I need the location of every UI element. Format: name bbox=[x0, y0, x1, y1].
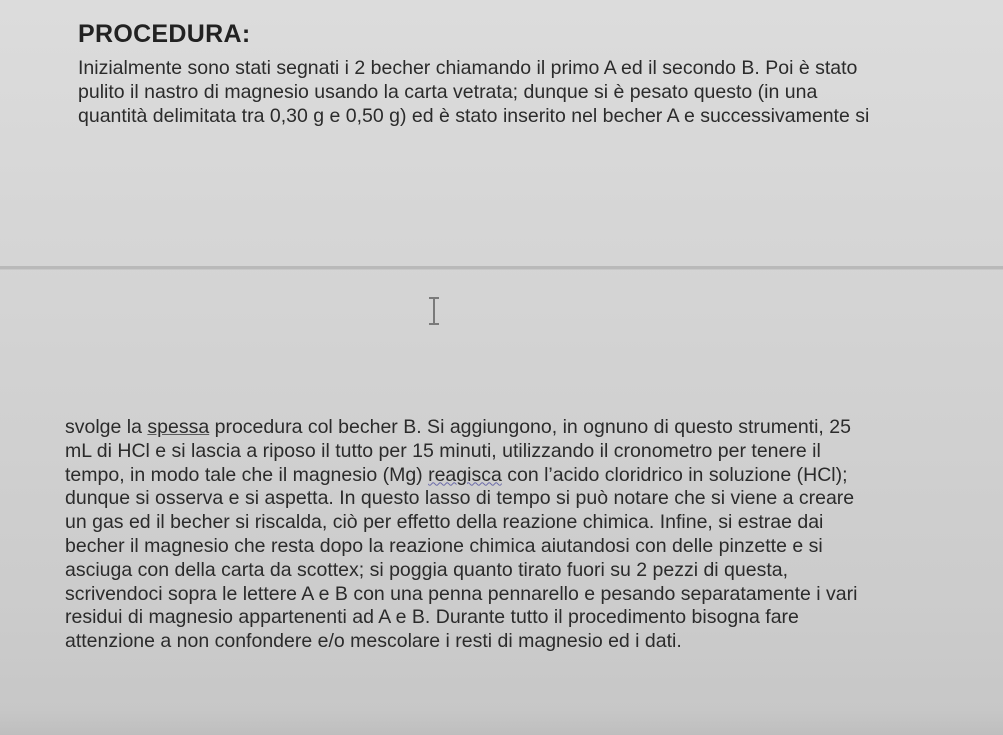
text-line: Inizialmente sono stati segnati i 2 becher chiamando il primo A ed il secondo B. Poi è stato bbox=[78, 57, 858, 79]
page-break-divider bbox=[0, 266, 1003, 270]
text-fragment: procedura col becher B. Si aggiungono, in ognuno di questo strumenti, 25 bbox=[209, 416, 851, 438]
text-line: un gas ed il becher si riscalda, ciò per effetto della reazione chimica. Infine, si estrae dai bbox=[65, 511, 824, 534]
text-line: mL di HCl e si lascia a riposo il tutto per 15 minuti, utilizzando il cronometro per tenere il bbox=[65, 439, 821, 462]
text-line: scrivendoci sopra le lettere A e B con una penna pennarello e pesando separatamente i vari bbox=[65, 582, 858, 605]
text-line bbox=[65, 464, 945, 488]
text-line bbox=[65, 416, 945, 440]
spellcheck-flagged-word[interactable]: reagisca bbox=[428, 463, 502, 486]
text-line: residui di magnesio appartenenti ad A e B. Durante tutto il procedimento bisogna fare bbox=[65, 606, 799, 629]
paragraph-page-1[interactable] bbox=[78, 56, 948, 128]
paragraph-page-2[interactable] bbox=[65, 416, 945, 654]
text-line: quantità delimitata tra 0,30 g e 0,50 g) ed è stato inserito nel becher A e successivamente si bbox=[78, 105, 870, 127]
text-line: asciuga con della carta da scottex; si poggia quanto tirato fuori su 2 pezzi di questa, bbox=[65, 558, 789, 581]
text-fragment: con l’acido cloridrico in soluzione (HCl); bbox=[501, 463, 848, 486]
text-ibeam-cursor-icon bbox=[426, 296, 442, 326]
bottom-shade bbox=[0, 709, 1003, 735]
text-line: becher il magnesio che resta dopo la reazione chimica aiutandosi con delle pinzette e si bbox=[65, 534, 823, 557]
underlined-word: spessa bbox=[147, 416, 210, 438]
text-fragment: tempo, in modo tale che il magnesio (Mg) bbox=[65, 463, 429, 486]
section-heading: PROCEDURA: bbox=[78, 20, 251, 48]
text-line: pulito il nastro di magnesio usando la carta vetrata; dunque si è pesato questo (in una bbox=[78, 81, 818, 103]
text-line: attenzione a non confondere e/o mescolare i resti di magnesio ed i dati. bbox=[65, 630, 682, 653]
text-line: dunque si osserva e si aspetta. In questo lasso di tempo si può notare che si viene a creare bbox=[65, 487, 855, 510]
text-fragment: svolge la bbox=[65, 416, 148, 438]
